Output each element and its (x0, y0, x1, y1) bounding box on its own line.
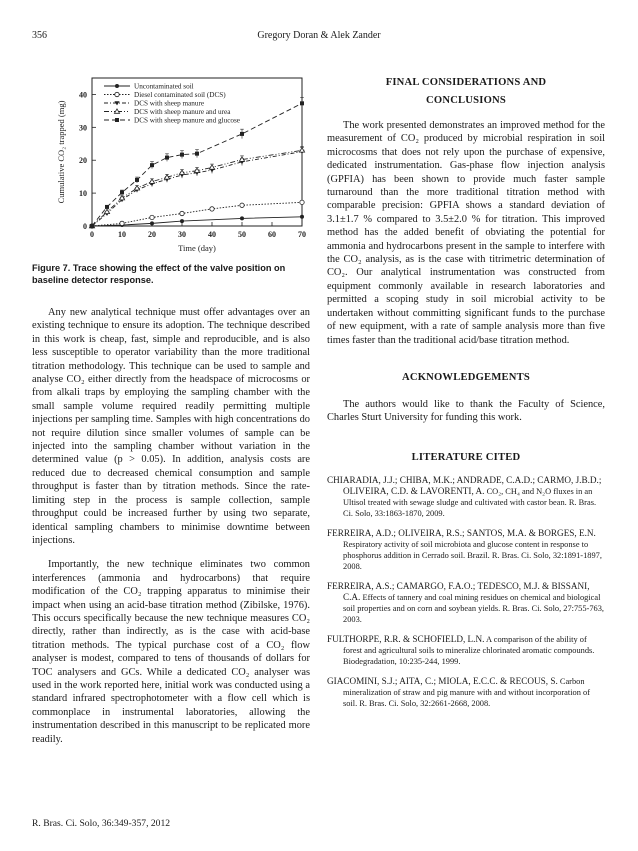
acknowledgements-paragraph: The authors would like to thank the Faculty of Science, Charles Sturt University for funding this work. (327, 398, 605, 424)
y-tick-label: 10 (79, 189, 87, 199)
y-tick-label: 40 (79, 90, 87, 100)
data-point (300, 101, 304, 105)
reference-item (327, 475, 605, 519)
data-point (115, 92, 119, 96)
data-point (209, 165, 214, 169)
data-point (210, 207, 214, 211)
series-line (92, 152, 302, 226)
legend-label: DCS with sheep manure and glucose (134, 116, 240, 125)
x-tick-label: 70 (298, 230, 306, 239)
data-point (180, 153, 184, 157)
reference-authors: FERREIRA, A.S.; CAMARGO, F.A.O.; TEDESCO, M.J. & BISSANI, C.A. (327, 580, 590, 602)
data-point (135, 178, 139, 182)
figure-7-chart (40, 68, 310, 260)
reference-item (327, 676, 605, 709)
reference-text: A comparison of the ability of forest and agricultural soils to mineralize chlorinated aromatic compounds. Biodegradation, 10:235-244, 1999. (343, 634, 595, 666)
data-point (115, 118, 119, 122)
journal-citation-footer: R. Bras. Ci. Solo, 36:349-357, 2012 (32, 818, 171, 829)
series-line (92, 150, 302, 226)
data-point (150, 221, 154, 225)
left-paragraph-1: Any new analytical technique must offer advantages over an existing technique to ensure its adoption. The technique described in this work is cheap, fast, simple and reproducible, and is also less susceptible to operator variability than the more traditional titration methodology. This technique can be used to sample and analyse CO₂ either directly from the headspace of microcosms or from alkali traps by employing the sampling chamber with the small sample volume required readily permitting multiple injections per sampling time. Samples with high concentrations do not require dilution since smaller volumes of sample can be injected into the sampling chamber without variation in the determined value (p > 0.05). In addition, analysis costs are reduced due to decreased chemical consumption and sample throughput is faster than by titration methods. Since the rate-limiting step in the process is sample collection, sample throughput could be increased further by using two separate, identical sampling chambers to minimise downtime between injections. (32, 307, 310, 546)
data-point (134, 186, 139, 190)
reference-authors: FERREIRA, A.D.; OLIVEIRA, R.S.; SANTOS, M.A. & BORGES, E.N. (327, 527, 596, 538)
y-tick-label: 30 (79, 123, 87, 133)
data-point (120, 190, 124, 194)
legend-label: DCS with sheep manure and urea (134, 108, 231, 116)
data-point (240, 132, 244, 136)
x-tick-label: 0 (90, 230, 94, 239)
reference-list (327, 475, 605, 709)
literature-cited-heading: LITERATURE CITED (411, 451, 521, 463)
right-column (327, 74, 605, 718)
reference-item (327, 581, 605, 625)
data-point (150, 163, 154, 167)
data-point (115, 84, 119, 88)
heading-line-2: CONCLUSIONS (426, 95, 506, 106)
reference-text: Carbon mineralization of straw and pig manure with and without incorporation of soil. R. Bras. Ci. Solo, 32:2661-2668, 2008. (343, 676, 590, 708)
data-point (165, 156, 169, 160)
data-point (90, 224, 94, 228)
y-tick-label: 20 (79, 156, 87, 166)
data-point (195, 152, 199, 156)
data-point (240, 203, 244, 207)
reference-authors: FULTHORPE, R.R. & SCHOFIELD, L.N. (327, 633, 485, 644)
reference-item (327, 634, 605, 667)
legend-label: DCS with sheep manure (134, 99, 205, 108)
caption-label: Figure 7. (32, 263, 71, 273)
page-number: 356 (32, 30, 47, 41)
data-point (105, 205, 109, 209)
reference-text: CO₂, CH₄ and N₂O fluxes in an Ultisol treated with sewage sludge and cultivated with castor bean. R. Bras. Ci. Solo, 33:1863-1870, 2009. (343, 486, 597, 518)
x-tick-label: 60 (268, 230, 276, 239)
x-axis-label: Time (day) (178, 243, 216, 253)
x-tick-label: 40 (208, 230, 216, 239)
acknowledgements-heading: ACKNOWLEDGEMENTS (402, 371, 530, 383)
data-point (120, 221, 124, 225)
data-point (150, 215, 154, 219)
reference-text: Respiratory activity of soil microbiota and glucose content in response to phosphorus addition in Cerrado soil. Brazil. R. Bras. Ci. Solo, 32:1891-1897, 2008. (343, 539, 602, 571)
x-tick-label: 50 (238, 230, 246, 239)
legend-label: Uncontaminated soil (134, 82, 194, 91)
reference-authors: CHIARADIA, J.J.; CHIBA, M.K.; ANDRADE, C.A.D.; CARMO, J.B.D.; OLIVEIRA, C.D. & LAVORENTI, A. (327, 474, 602, 496)
legend-label: Diesel contaminated soil (DCS) (134, 91, 226, 99)
left-body-column (32, 306, 310, 746)
data-point (194, 168, 199, 172)
data-point (180, 211, 184, 215)
data-point (180, 219, 184, 223)
x-tick-label: 20 (148, 230, 156, 239)
data-point (240, 216, 244, 220)
reference-item (327, 528, 605, 572)
caption-text: Trace showing the effect of the valve position on baseline detector response. (32, 263, 286, 285)
reference-text: Effects of tannery and coal mining residues on chemical and biological soil properties and on corn and soybean yields. R. Bras. Ci. Solo, 27:755-763, 2003. (343, 592, 604, 624)
running-header-authors: Gregory Doran & Alek Zander (257, 30, 381, 41)
y-axis-label: Cumulative CO₂ trapped (mg) (56, 100, 66, 204)
data-point (119, 195, 124, 199)
final-considerations-heading (327, 74, 605, 110)
x-tick-label: 10 (118, 230, 126, 239)
reference-authors: GIACOMINI, S.J.; AITA, C.; MIOLA, E.C.C. & RECOUS, S. (327, 675, 558, 686)
data-point (300, 200, 304, 204)
heading-line-1: FINAL CONSIDERATIONS AND (385, 77, 547, 88)
data-point (300, 215, 304, 219)
left-paragraph-2: Importantly, the new technique eliminates two common interferences (ammonia and hydrocarbons) that require modification of the CO₂ trapping apparatus to minimise their impact when using an acid-base titration method (Zibilske, 1976). This occurs specifically because the new technique measures CO₂ directly, rather than indirectly, as is the case with acid-base titration methods. The typical purchase cost of a CO₂ flow analyser is modest, compared to tens of thousands of dollars for TOC analysers and GCs. While a dedicated CO₂ analyser was used in the work reported here, initial work was conducted using a standard infrared spectrophotometer with a flow cell which is commonplace in instrumental laboratories, allowing the instrumentation described in this manuscript to be replicated more readily. (32, 559, 310, 745)
y-tick-label: 0 (83, 222, 87, 231)
conclusions-paragraph: The work presented demonstrates an improved method for the measurement of CO₂ produced by microbial respiration in soil microcosms that does not rely upon the purchase of expensive, dedicated instrumentation. Gas-phase flow injection analysis (GPFIA) has been shown to provide much faster sample turnaround than the more traditional titration method with comparable precision: GPFIA shows a standard deviation of 3.1±1.7 % compared to 3.5±2.0 % for titration. This improved method has the added benefit of obviating the potential for ammonia and hydrocarbons present in the sample to interfere with the CO₂ analysis, as is the case with titrimetric determination of CO₂. Our analytical instrumentation was constructed from equipment commonly available in research laboratories and permitted a scoping study in soil microbial activity to be undertaken without committing significant funds to the purchase of new equipment, with a rate of sample analysis more than five times faster than the traditional acid/base titration method. (327, 120, 605, 346)
x-tick-label: 30 (178, 230, 186, 239)
data-point (149, 179, 154, 183)
figure-caption (32, 262, 310, 286)
